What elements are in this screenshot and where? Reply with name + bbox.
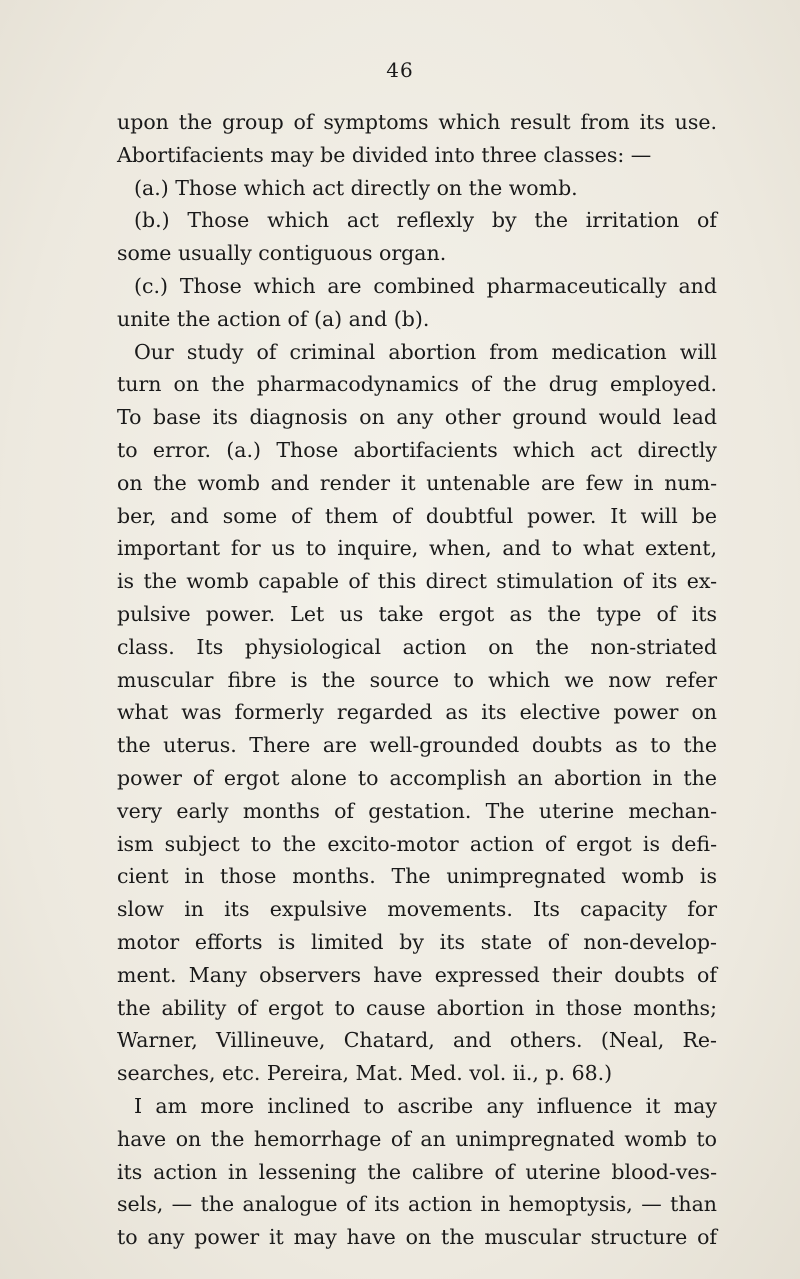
text-line: the ability of ergot to cause abortion in those months; — [117, 995, 717, 1020]
text-line: motor efforts is limited by its state of non-develop- — [117, 929, 717, 954]
text-line: Abortifacients may be divided into three classes: — — [117, 142, 652, 167]
text-line: unite the action of (a) and (b). — [117, 306, 430, 331]
text-line: I am more inclined to ascribe any influence it may — [134, 1093, 717, 1118]
text-line: class. Its physiological action on the non-striated — [117, 634, 717, 659]
text-line: have on the hemorrhage of an unimpregnated womb to — [117, 1126, 717, 1151]
text-line: (a.) Those which act directly on the womb. — [134, 175, 578, 200]
text-line: ber, and some of them of doubtful power. It will be — [117, 503, 717, 528]
text-line: cient in those months. The unimpregnated womb is — [117, 864, 717, 889]
text-line: to any power it may have on the muscular structure of — [117, 1225, 717, 1250]
text-line: to error. (a.) Those abortifacients which act directly — [117, 437, 717, 462]
text-line: upon the group of symptoms which result from its use. — [117, 110, 717, 134]
text-line: ism subject to the excito-motor action of ergot is defi- — [117, 831, 717, 856]
text-line: slow in its expulsive movements. Its capacity for — [117, 897, 717, 922]
text-line: power of ergot alone to accomplish an abortion in the — [117, 765, 717, 790]
text-line: To base its diagnosis on any other ground would lead — [117, 405, 717, 430]
text-line: sels, — the analogue of its action in hemoptysis, — than — [117, 1192, 717, 1217]
text-line: (b.) Those which act reflexly by the irritation of — [134, 208, 717, 233]
text-line: muscular fibre is the source to which we now refer — [117, 667, 717, 692]
text-line: its action in lessening the calibre of uterine blood-ves- — [117, 1159, 717, 1184]
text-line: important for us to inquire, when, and to what extent, — [117, 536, 717, 561]
text-line: pulsive power. Let us take ergot as the type of its — [117, 601, 717, 626]
page-number: 46 — [386, 58, 414, 82]
text-line: some usually contiguous organ. — [117, 241, 447, 266]
text-line: very early months of gestation. The uterine mechan- — [117, 798, 717, 823]
text-line: Our study of criminal abortion from medication will — [134, 339, 717, 364]
text-line: searches, etc. Pereira, Mat. Med. vol. ii., p. 68.) — [117, 1061, 613, 1086]
text-line: the uterus. There are well-grounded doubts as to the — [117, 733, 717, 758]
text-line: Warner, Villineuve, Chatard, and others. (Neal, Re- — [117, 1028, 717, 1053]
text-line: ment. Many observers have expressed their doubts of — [117, 962, 717, 987]
body-text — [117, 106, 717, 1254]
text-line: is the womb capable of this direct stimulation of its ex- — [117, 569, 717, 594]
text-line: on the womb and render it untenable are few in num- — [117, 470, 717, 495]
text-line: what was formerly regarded as its elective power on — [117, 700, 717, 725]
text-line: turn on the pharmacodynamics of the drug employed. — [117, 372, 717, 397]
text-line: (c.) Those which are combined pharmaceutically and — [134, 273, 717, 298]
